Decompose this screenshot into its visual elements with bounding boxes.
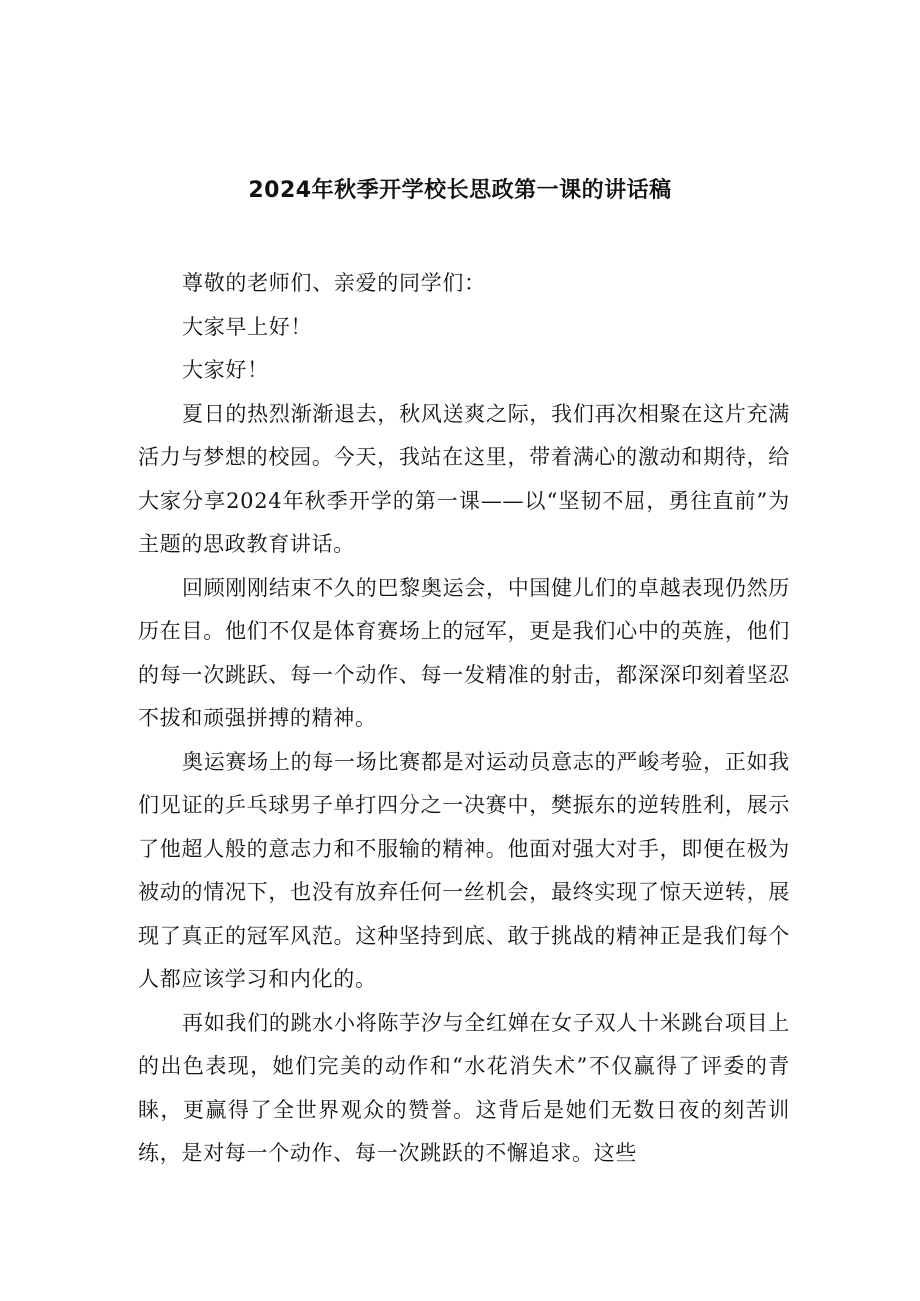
salutation: 尊敬的老师们、亲爱的同学们：: [182, 271, 486, 295]
paragraph-table-tennis: 奥运赛场上的每一场比赛都是对运动员意志的严峻考验，正如我们见证的乒乓球男子单打四分之一决赛中，樊振东的逆转胜利，展示了他超人般的意志力和不服输的精神。他面对强大对手，即便在极为被动的情况下，也没有放弃任何一丝机会，最终实现了惊天逆转，展现了真正的冠军风范。这种坚持到底、敢于挑战的精神正是我们每个人都应该学习和内化的。: [138, 749, 790, 991]
document-body: [138, 262, 790, 1176]
document-title: 2024年秋季开学校长思政第一课的讲话稿: [248, 178, 672, 203]
paragraph-intro: 夏日的热烈渐渐退去，秋风送爽之际，我们再次相聚在这片充满活力与梦想的校园。今天，我站在这里，带着满心的激动和期待，给大家分享2024年秋季开学的第一课——以“坚韧不屈，勇往直前”为主题的思政教育讲话。: [138, 401, 790, 556]
greeting-hello: 大家好！: [182, 358, 269, 382]
paragraph-olympics: 回顾刚刚结束不久的巴黎奥运会，中国健儿们的卓越表现仍然历历在目。他们不仅是体育赛场上的冠军，更是我们心中的英旌，他们的每一次跳跃、每一个动作、每一发精准的射击，都深深印刻着坚忍不拔和顽强拼搏的精神。: [138, 575, 790, 730]
paragraph-diving: 再如我们的跳水小将陈芋汐与全红婵在女子双人十米跳台项目上的出色表现，她们完美的动作和“水花消失术”不仅赢得了评委的青睐，更赢得了全世界观众的赞誉。这背后是她们无数日夜的刻苦训练，是对每一个动作、每一次跳跃的不懈追求。这些: [138, 1010, 790, 1165]
greeting-morning: 大家早上好！: [182, 314, 313, 339]
